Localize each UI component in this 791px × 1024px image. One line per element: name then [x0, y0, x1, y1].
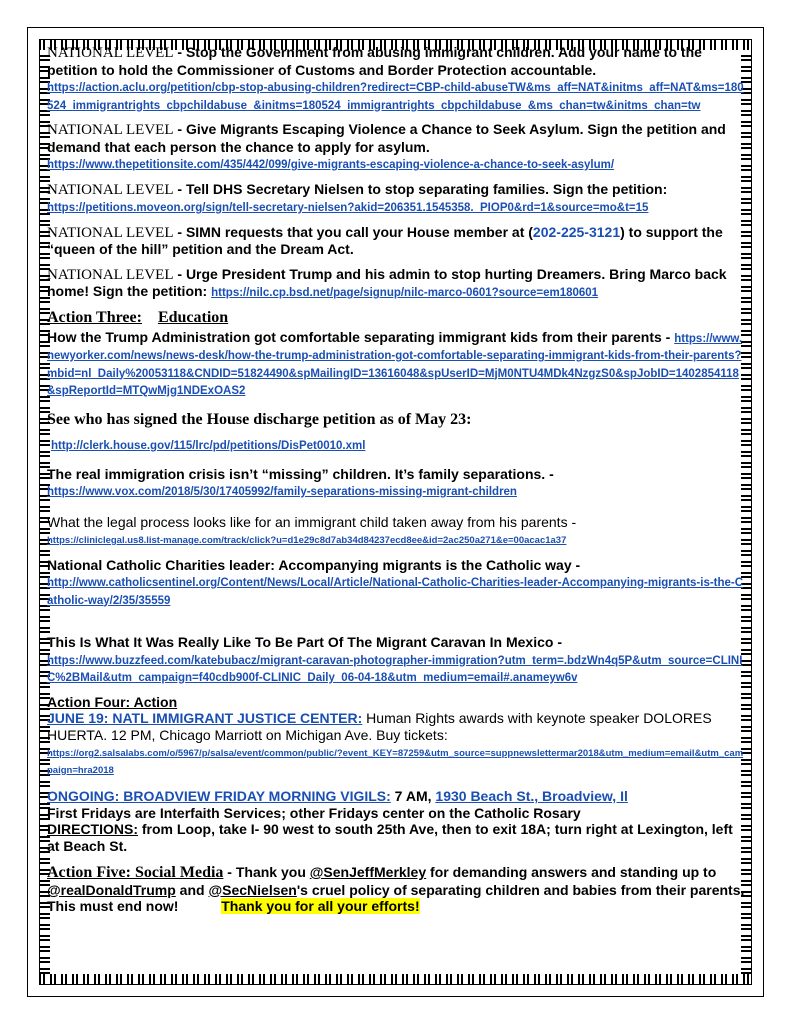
thank-you-highlight: Thank you for all your efforts!: [221, 898, 420, 914]
national-text: ) to support the “queen of the hill” petition and the Dream Act.: [47, 223, 723, 257]
event-time: 7 AM,: [390, 788, 436, 804]
national-text: - Urge President Trump and his admin to stop hurting Dreamers. Bring Marco back home! Sign the petition:: [47, 265, 727, 299]
ticket-link[interactable]: https://org2.salsalabs.com/o/5967/p/salsa/event/common/public/?event_KEY=87259&utm_source=suppnewslettermar2018&utm_medium=email&utm_campaign=hra2018: [47, 748, 744, 776]
twitter-handle[interactable]: @SecNielsen: [208, 881, 297, 898]
article-title: What the legal process looks like for an immigrant child taken away from his parents -: [47, 513, 577, 530]
article-link[interactable]: https://www.buzzfeed.com/katebubacz/migrant-caravan-photographer-immigration?utm_term=.bdzWn4q5P&utm_source=CLINIC%2BMail&utm_campaign=f40cdb900f-CLINIC_Daily_06-04-18&utm_medium=email#.anameyw6v: [47, 654, 743, 684]
directions-text: from Loop, take I- 90 west to south 25th Ave, then to exit 18A; turn right at Lexington, left at Beach St.: [47, 821, 733, 854]
event-nijc: [47, 710, 747, 776]
event-title[interactable]: ONGOING: BROADVIEW FRIDAY MORNING VIGILS:: [47, 788, 391, 804]
national-text: - Give Migrants Escaping Violence a Chance to Seek Asylum. Sign the petition and demand that each person the chance to apply for asylum.: [47, 121, 726, 155]
national-label: NATIONAL LEVEL: [47, 181, 174, 198]
education-item-3: [47, 466, 747, 500]
national-item-1: [47, 44, 747, 113]
national-item-3: [47, 181, 747, 216]
section-heading-action-four: Action Four: Action: [47, 693, 178, 710]
national-item-4: [47, 224, 747, 258]
event-broadview-vigils: [47, 788, 747, 854]
event-title[interactable]: JUNE 19: NATL IMMIGRANT JUSTICE CENTER:: [47, 710, 363, 726]
education-item-1: [47, 329, 747, 399]
education-item-4: [47, 514, 747, 547]
newsletter-content: [47, 44, 747, 923]
education-item-2: [47, 411, 747, 454]
national-text: - Tell DHS Secretary Nielsen to stop separating families. Sign the petition:: [173, 180, 668, 197]
article-title: See who has signed the House discharge petition as of May 23:: [47, 410, 472, 428]
twitter-handle[interactable]: @SenJeffMerkley: [309, 864, 427, 880]
event-description: Human Rights awards with keynote speaker DOLORES HUERTA. 12 PM, Chicago Marriott on Michigan Ave. Buy tickets:: [47, 710, 712, 743]
national-label: NATIONAL LEVEL: [47, 122, 174, 138]
education-item-6: [47, 634, 747, 686]
national-label: NATIONAL LEVEL: [47, 224, 174, 241]
petition-link[interactable]: https://action.aclu.org/petition/cbp-stop-abusing-children?redirect=CBP-child-abuseTW&ms_aff=NAT&initms_aff=NAT&ms=180524_immigrantrights_cbpchildabuse_&initms=180524_immigrantrights_cbpchildabuse_&ms_chan=tw&initms_chan=tw: [47, 82, 744, 112]
petition-link[interactable]: https://www.thepetitionsite.com/435/442/099/give-migrants-escaping-violence-a-chance-to-seek-asylum/: [47, 159, 615, 171]
education-item-5: [47, 557, 747, 609]
article-link[interactable]: https://cliniclegal.us8.list-manage.com/track/click?u=d1e29c8d7ab34d84237ecd8ee&id=2ac250a271&e=00acac1a37: [47, 535, 567, 546]
event-description: First Fridays are Interfaith Services; other Fridays center on the Catholic Rosary: [47, 804, 581, 821]
national-text: - SIMN requests that you call your House member at (: [173, 223, 533, 240]
national-label: NATIONAL LEVEL: [47, 266, 174, 283]
article-link[interactable]: http://www.catholicsentinel.org/Content/News/Local/Article/National-Catholic-Charities-leader-Accompanying-migrants-is-the-Catholic-way/2/35/35559: [47, 577, 744, 607]
article-link[interactable]: https://www.newyorker.com/news/news-desk/how-the-trump-administration-got-comfortable-separating-immigrant-kids-from-their-parents?mbid=nl_Daily%20053118&CNDID=51824490&spMailingID=13616048&spUserID=MjM0NTU4MDk4NzgzS0&spJobID=1402854118&spReportId=MTQwMjg1NDExOAS2: [47, 332, 743, 397]
article-title: National Catholic Charities leader: Accompanying migrants is the Catholic way -: [47, 556, 581, 573]
petition-link[interactable]: https://petitions.moveon.org/sign/tell-secretary-nielsen?akid=206351.1545358._PIOP0&rd=1&source=mo&t=15: [47, 202, 649, 214]
petition-link[interactable]: https://nilc.cp.bsd.net/page/signup/nilc-marco-0601?source=em180601: [211, 287, 599, 299]
national-label: NATIONAL LEVEL: [47, 45, 174, 61]
national-text: - Stop the Government from abusing immigrant children. Add your name to the petition to hold the Commissioner of Customs and Border Protection accountable.: [47, 44, 702, 78]
section-action-five: Action Five: Social Media - Thank you @SenJeffMerkley for demanding answers and standing up to @realDonaldTrump and @SecNielsen's cruel policy of separating children and babies from their parents. This must end now! Thank you for all your efforts!: [47, 864, 745, 914]
article-link[interactable]: http://clerk.house.gov/115/lrc/pd/petitions/DisPet0010.xml: [51, 440, 366, 452]
section-heading-action-five: Action Five: Social Media: [47, 864, 224, 881]
section-heading-action-three: Action Three: Education: [47, 308, 229, 326]
article-title: This Is What It Was Really Like To Be Part Of The Migrant Caravan In Mexico -: [47, 634, 562, 650]
phone-number[interactable]: 202-225-3121: [532, 223, 621, 240]
event-address[interactable]: 1930 Beach St., Broadview, Il: [435, 788, 628, 804]
article-title: How the Trump Administration got comfortable separating immigrant kids from their parents -: [47, 328, 675, 345]
national-item-2: [47, 121, 747, 173]
directions-label: DIRECTIONS:: [47, 821, 138, 837]
twitter-handle[interactable]: @realDonaldTrump: [47, 881, 176, 898]
national-item-5: [47, 266, 747, 301]
article-link[interactable]: https://www.vox.com/2018/5/30/17405992/family-separations-missing-migrant-children: [47, 486, 517, 498]
article-title: The real immigration crisis isn’t “missing” children. It’s family separations. -: [47, 465, 554, 482]
